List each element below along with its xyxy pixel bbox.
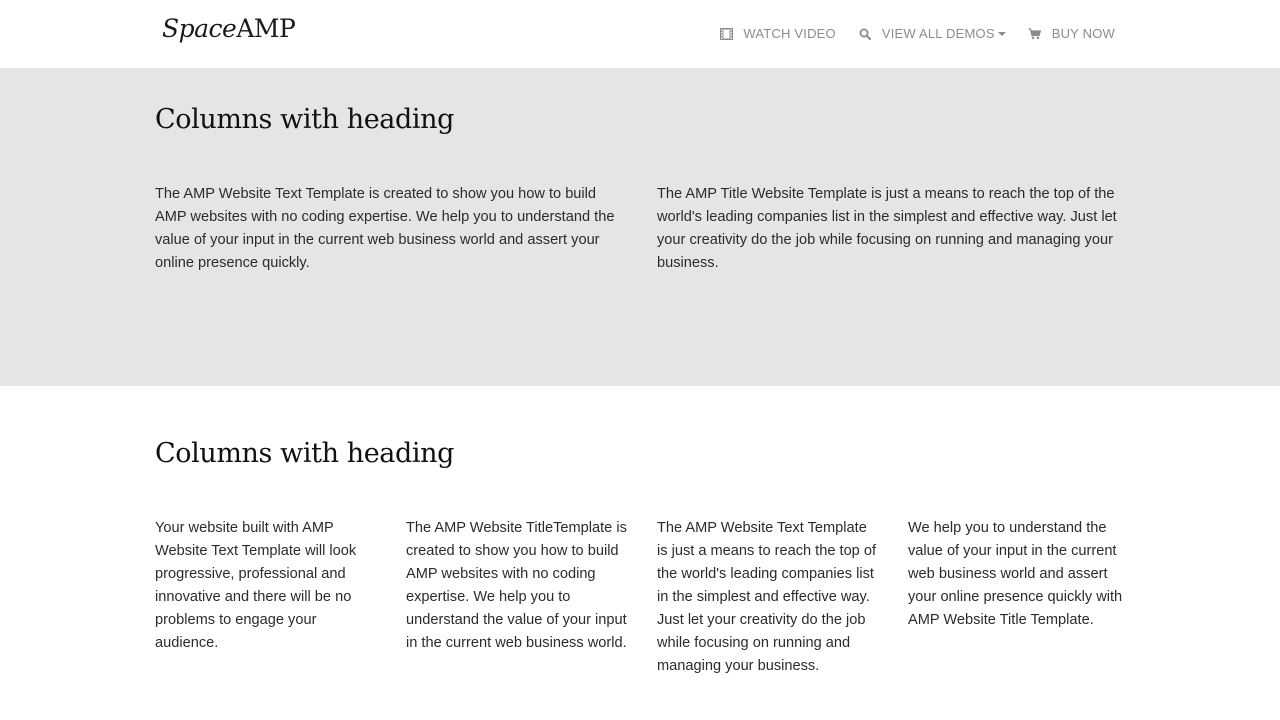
column-text: The AMP Title Website Template is just a means to reach the top of the world's leading companies list in the simplest and effective way. Just let your creativity do the job while focusing on running and managing your business. xyxy=(657,186,1117,271)
column xyxy=(657,517,879,678)
main-nav xyxy=(719,26,1115,41)
column xyxy=(657,183,1129,275)
nav-buy-now-label: BUY NOW xyxy=(1051,26,1115,41)
section-heading: Columns with heading xyxy=(155,104,454,135)
nav-buy-now[interactable] xyxy=(1028,26,1115,41)
site-logo[interactable] xyxy=(162,14,295,43)
cart-icon xyxy=(1028,27,1042,41)
search-icon xyxy=(858,27,872,41)
column-text: The AMP Website Text Template is just a means to reach the top of the world's leading companies list in the simplest and effective way. Just let your creativity do the job while focusing on running and managing your business. xyxy=(657,520,877,674)
column-text: The AMP Website TitleTemplate is created to show you how to build AMP websites with no coding expertise. We help you to understand the value of your input in the current web business world. xyxy=(406,520,627,651)
column xyxy=(908,517,1130,678)
column xyxy=(155,183,627,275)
nav-watch-video-label: WATCH VIDEO xyxy=(743,26,836,41)
column xyxy=(155,517,377,678)
logo-italic-text: Space xyxy=(162,14,237,43)
two-column-row xyxy=(155,183,1130,275)
nav-view-all-demos-label: VIEW ALL DEMOS xyxy=(881,26,995,41)
nav-watch-video[interactable] xyxy=(719,26,835,41)
column-text: Your website built with AMP Website Text Template will look progressive, professional and innovative and there will be no problems to engage your audience. xyxy=(155,520,357,651)
four-column-section xyxy=(0,386,1280,720)
column-text: We help you to understand the value of your input in the current web business world and assert your online presence quickly with AMP Website Title Template. xyxy=(908,520,1123,628)
film-icon xyxy=(719,27,733,41)
site-header xyxy=(0,0,1280,68)
logo-regular-text: AMP xyxy=(236,14,296,43)
chevron-down-icon xyxy=(998,32,1006,36)
four-column-row xyxy=(155,517,1130,678)
nav-view-all-demos[interactable] xyxy=(858,26,1006,41)
two-column-section xyxy=(0,68,1280,386)
column xyxy=(406,517,628,678)
section-heading: Columns with heading xyxy=(155,438,454,469)
column-text: The AMP Website Text Template is created to show you how to build AMP websites with no coding expertise. We help you to understand the value of your input in the current web business world and assert your online presence quickly. xyxy=(155,186,615,271)
